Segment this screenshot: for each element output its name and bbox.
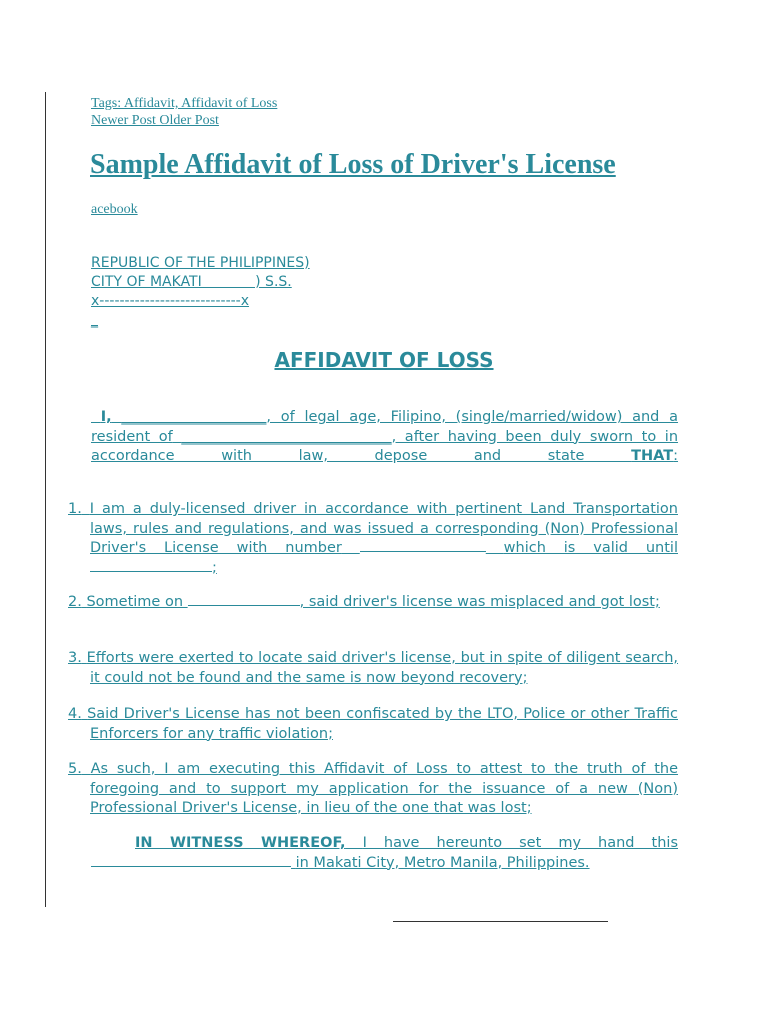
caption-line-4: _	[91, 312, 98, 328]
caption-line-2: CITY OF MAKATI ) S.S.	[91, 274, 292, 290]
loss-date-blank	[188, 604, 300, 606]
post-title[interactable]: Sample Affidavit of Loss of Driver's License	[90, 149, 616, 180]
item-text-2: which is valid until	[503, 540, 678, 556]
intro-i: I,	[100, 409, 112, 425]
affidavit-title: AFFIDAVIT OF LOSS	[274, 348, 494, 372]
facebook-link-fragment[interactable]: acebook	[91, 202, 138, 217]
item-text-2: , said driver's license was misplaced and got lost;	[299, 594, 660, 610]
caption-line-1: REPUBLIC OF THE PHILIPPINES)	[91, 255, 310, 271]
intro-colon: :	[673, 448, 679, 464]
date-blank	[91, 865, 291, 867]
witness-text-2: in Makati City, Metro Manila, Philippines.	[295, 854, 590, 871]
list-item	[68, 649, 678, 688]
item-text: As such, I am executing this Affidavit of Loss to attest to the truth of the foregoing and to support my application for the issuance of a new (Non) Professional Driver's License, in lieu of the one that was lost;	[90, 761, 679, 816]
that-word: THAT	[631, 448, 674, 464]
signature-line	[393, 921, 608, 922]
witness-heading: IN WITNESS WHEREOF,	[135, 835, 346, 851]
list-item	[68, 760, 678, 819]
item-number: 5.	[68, 761, 82, 777]
name-blank: ____________________	[121, 409, 267, 425]
item-number: 2.	[68, 594, 82, 610]
item-text: I am a duly-licensed driver in accordance with pertinent Land Transportation laws, rules and regulations, and was issued a corresponding (Non) Professional Driver's License with number	[89, 501, 678, 556]
item-text: Said Driver's License has not been confiscated by the LTO, Police or other Traffic Enforcers for any traffic violation;	[87, 706, 679, 742]
item-text: Sometime on	[86, 594, 184, 610]
item-number: 4.	[68, 706, 82, 722]
residence-blank: _____________________________	[181, 428, 392, 445]
witness-paragraph	[91, 834, 678, 873]
validity-date-blank	[90, 570, 212, 572]
intro-paragraph	[91, 408, 678, 467]
list-item	[68, 593, 678, 613]
intro-text-1: , of legal age, Filipino, (single/married/widow) and a resident of	[91, 409, 679, 445]
list-item	[68, 500, 678, 578]
item-number: 1.	[68, 501, 82, 517]
item-text: Efforts were exerted to locate said driver's license, but in spite of diligent search, it could not be found and the same is now beyond recovery;	[86, 650, 679, 686]
license-number-blank	[360, 550, 486, 552]
caption-line-3: x----------------------------x	[91, 293, 250, 309]
witness-text-1: I have hereunto set my hand this	[362, 835, 679, 851]
list-item	[68, 705, 678, 744]
item-text-3: ;	[212, 559, 217, 576]
venue-caption	[91, 254, 310, 330]
tags-link[interactable]: Tags: Affidavit, Affidavit of Loss	[91, 96, 278, 111]
post-navigation-links[interactable]: Newer Post Older Post	[91, 113, 219, 128]
intro-text-2: , after having been duly sworn to in accordance with law, depose and state	[91, 428, 679, 464]
item-number: 3.	[68, 650, 82, 666]
left-margin-rule	[45, 92, 46, 907]
